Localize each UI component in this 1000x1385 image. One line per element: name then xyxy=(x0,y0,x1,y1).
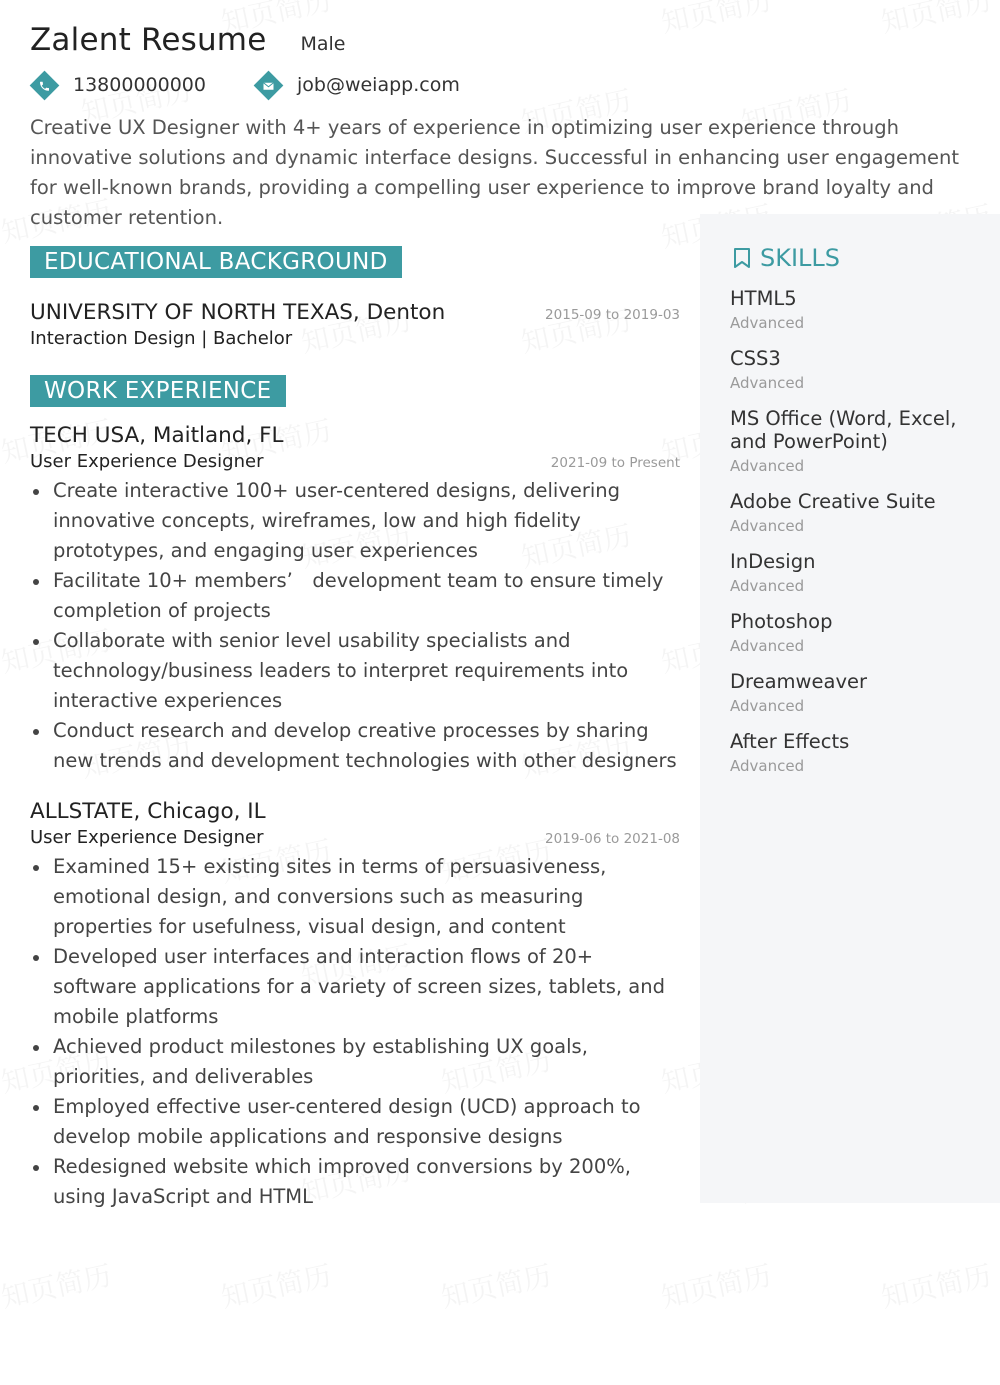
contact-row xyxy=(30,74,960,96)
skills-title-text: SKILLS xyxy=(760,244,841,272)
duty-list xyxy=(30,476,680,776)
skill-item xyxy=(730,730,1000,775)
skill-name: MS Office (Word, Excel, and PowerPoint) xyxy=(730,407,957,453)
company-name: ALLSTATE, Chicago, IL xyxy=(30,799,266,824)
skills-sidebar xyxy=(700,214,1000,1203)
skill-item xyxy=(730,287,1000,332)
main-column xyxy=(30,246,680,1212)
skills-title xyxy=(732,244,1000,272)
skill-level: Advanced xyxy=(730,457,805,475)
watermark xyxy=(437,1254,555,1316)
skill-name: Photoshop xyxy=(730,610,833,633)
skill-name: Adobe Creative Suite xyxy=(730,490,936,513)
skill-level: Advanced xyxy=(730,577,805,595)
watermark xyxy=(217,1254,335,1316)
resume-header xyxy=(30,22,960,233)
skill-name: After Effects xyxy=(730,730,850,753)
skill-level: Advanced xyxy=(730,697,805,715)
skill-name: Dreamweaver xyxy=(730,670,867,693)
email-address[interactable]: job@weiapp.com xyxy=(296,74,460,96)
skill-level: Advanced xyxy=(730,757,805,775)
duty-item: Employed effective user-centered design (UCD) approach to develop mobile applications and responsive designs xyxy=(30,1092,680,1152)
duty-item: Conduct research and develop creative processes by sharing new trends and development technologies with other designers xyxy=(30,716,680,776)
skill-item xyxy=(730,490,1000,535)
skill-item xyxy=(730,670,1000,715)
duty-item: Developed user interfaces and interaction flows of 20+ software applications for a variety of screen sizes, tablets, and mobile platforms xyxy=(30,942,680,1032)
duty-item: Create interactive 100+ user-centered designs, delivering innovative concepts, wireframes, low and high fidelity prototypes, and engaging user experiences xyxy=(30,476,680,566)
skill-name: HTML5 xyxy=(730,287,797,310)
duty-item: Achieved product milestones by establishing UX goals, priorities, and deliverables xyxy=(30,1032,680,1092)
education-entry xyxy=(30,300,680,349)
job-dates: 2021-09 to Present xyxy=(550,455,680,471)
skill-level: Advanced xyxy=(730,374,805,392)
skill-level: Advanced xyxy=(730,517,805,535)
email-icon xyxy=(254,70,284,100)
phone-number: 13800000000 xyxy=(73,74,206,96)
watermark xyxy=(657,1254,775,1316)
candidate-gender: Male xyxy=(300,33,346,55)
duty-item: Redesigned website which improved conversions by 200%, using JavaScript and HTML xyxy=(30,1152,680,1212)
education-dates: 2015-09 to 2019-03 xyxy=(545,307,680,323)
skill-name: InDesign xyxy=(730,550,816,573)
name-row xyxy=(30,22,960,58)
degree: Interaction Design | Bachelor xyxy=(30,328,293,349)
duty-item: Facilitate 10+ members’ development team to ensure timely completion of projects xyxy=(30,566,680,626)
job-entry xyxy=(30,799,680,1212)
job-dates: 2019-06 to 2021-08 xyxy=(545,831,680,847)
skill-item xyxy=(730,407,1000,475)
education-section-title: EDUCATIONAL BACKGROUND xyxy=(30,246,402,278)
bookmark-icon xyxy=(732,247,752,269)
email-contact xyxy=(254,74,460,96)
skill-item xyxy=(730,550,1000,595)
duty-list xyxy=(30,852,680,1212)
profile-summary: Creative UX Designer with 4+ years of experience in optimizing user experience through innovative solutions and dynamic interface designs. Successful in enhancing user engagement for well-known brands, providing a compelling user experience to improve brand loyalty and customer retention. xyxy=(30,116,959,229)
skill-level: Advanced xyxy=(730,637,805,655)
watermark xyxy=(0,1254,115,1316)
skill-name: CSS3 xyxy=(730,347,781,370)
job-role: User Experience Designer xyxy=(30,827,264,848)
skill-item xyxy=(730,347,1000,392)
job-role: User Experience Designer xyxy=(30,451,264,472)
watermark xyxy=(877,1254,995,1316)
job-entry xyxy=(30,423,680,776)
skill-item xyxy=(730,610,1000,655)
phone-icon xyxy=(30,70,60,100)
phone-contact xyxy=(30,74,206,96)
skill-level: Advanced xyxy=(730,314,805,332)
candidate-name: Zalent Resume xyxy=(30,22,267,58)
school-name: UNIVERSITY OF NORTH TEXAS, Denton xyxy=(30,300,446,325)
work-section-title: WORK EXPERIENCE xyxy=(30,375,286,407)
company-name: TECH USA, Maitland, FL xyxy=(30,423,284,448)
duty-item: Examined 15+ existing sites in terms of persuasiveness, emotional design, and conversions such as measuring properties for usefulness, visual design, and content xyxy=(30,852,680,942)
duty-item: Collaborate with senior level usability specialists and technology/business leaders to interpret requirements into interactive experiences xyxy=(30,626,680,716)
